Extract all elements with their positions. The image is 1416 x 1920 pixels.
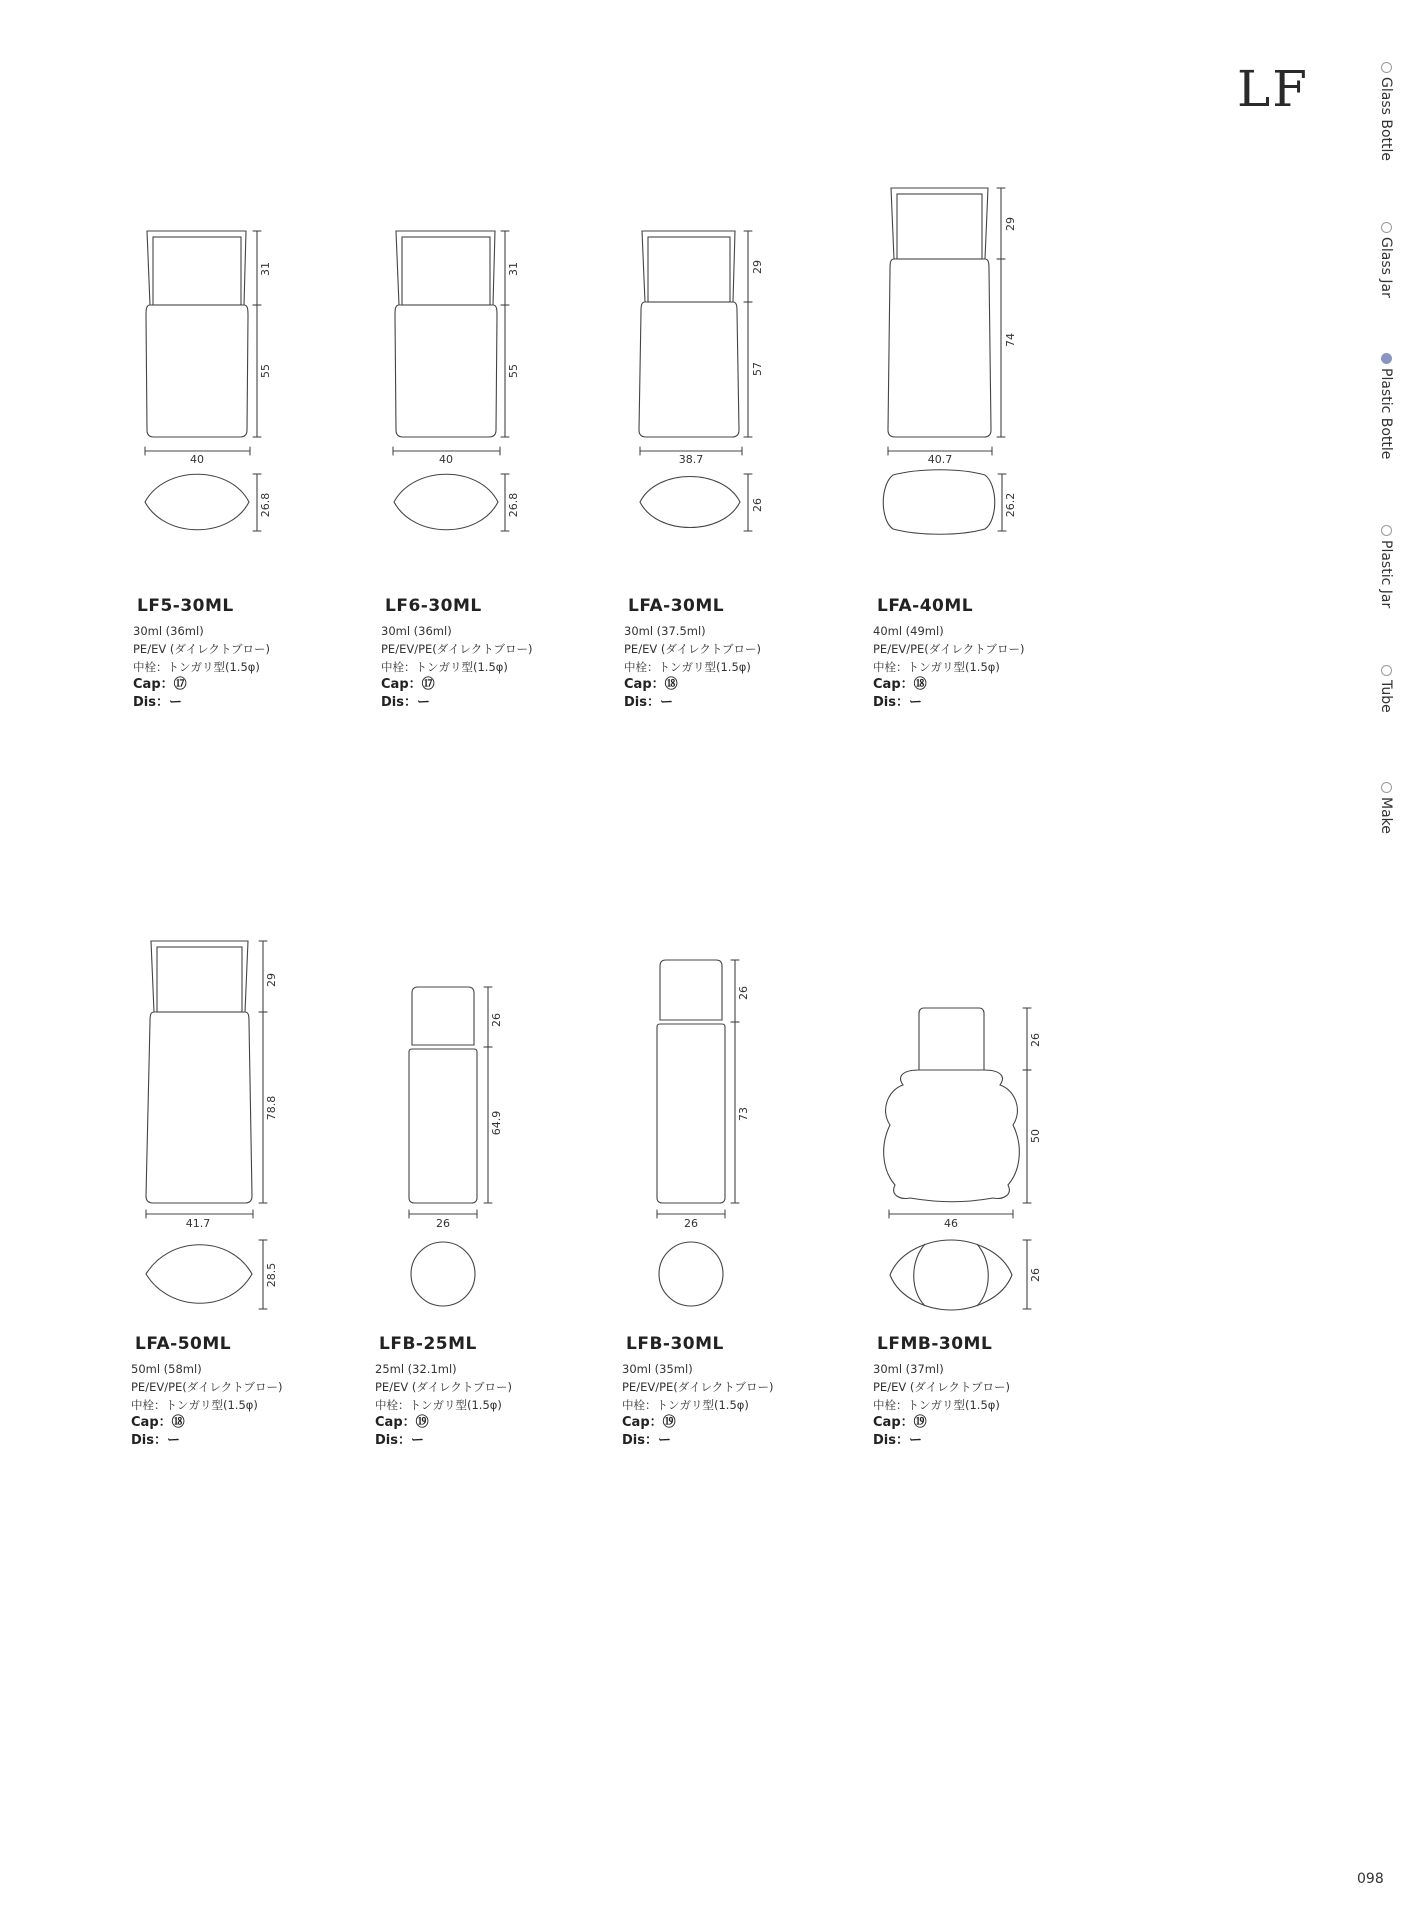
product-material: PE/EV (ダイレクトブロー) [624, 642, 762, 656]
product-plug: 中栓：トンガリ型(1.5φ) [873, 660, 1000, 674]
product-cap: Cap：⑰ [133, 677, 187, 692]
dim-cap-height: 29 [1004, 217, 1017, 231]
dim-depth: 26 [1029, 1268, 1042, 1282]
product-material: PE/EV/PE(ダイレクトブロー) [131, 1380, 283, 1394]
bottle-drawing-lfb-25ml [409, 987, 488, 1306]
product-cap: Cap：⑲ [622, 1415, 676, 1430]
product-material: PE/EV (ダイレクトブロー) [873, 1380, 1011, 1394]
sidebar-item-label: Tube [1378, 680, 1394, 713]
product-model: LF6-30ML [385, 596, 482, 616]
sidebar-item-label: Make [1378, 797, 1394, 834]
dim-cap-height: 26 [490, 1013, 503, 1027]
product-model: LFA-50ML [135, 1334, 232, 1354]
dim-body-height: 73 [737, 1107, 750, 1121]
product-cap: Cap：⑱ [131, 1415, 185, 1430]
product-plug: 中栓：トンガリ型(1.5φ) [873, 1398, 1000, 1412]
product-capacity: 30ml (35ml) [622, 1362, 693, 1376]
dim-cap-height: 31 [259, 262, 272, 276]
dim-width: 41.7 [185, 1217, 211, 1230]
product-spec-lfb-30ml [622, 1334, 832, 1450]
bottle-drawing-lfa-40ml [883, 188, 1002, 534]
product-capacity: 30ml (37.5ml) [624, 624, 706, 638]
product-capacity: 50ml (58ml) [131, 1362, 202, 1376]
dim-width: 40 [190, 453, 204, 466]
product-cap: Cap：⑱ [624, 677, 678, 692]
page-number: 098 [1357, 1871, 1384, 1887]
dim-cap-height: 29 [265, 973, 278, 987]
dim-width: 26 [436, 1217, 450, 1230]
product-dis: Dis：ー [873, 695, 922, 710]
product-plug: 中栓：トンガリ型(1.5φ) [624, 660, 751, 674]
product-cap: Cap：⑲ [375, 1415, 429, 1430]
dim-width: 40 [439, 453, 453, 466]
product-cap: Cap：⑲ [873, 1415, 927, 1430]
product-spec-lfa-40ml [873, 596, 1083, 712]
dim-cap-height: 26 [1029, 1033, 1042, 1047]
bottle-drawing-lfa-30ml [639, 231, 748, 531]
dim-width: 40.7 [927, 453, 953, 466]
product-material: PE/EV/PE(ダイレクトブロー) [622, 1380, 774, 1394]
product-dis: Dis：ー [133, 695, 182, 710]
dim-body-height: 55 [259, 364, 272, 378]
product-dis: Dis：ー [375, 1433, 424, 1448]
bottle-drawing-lf5-30ml [145, 231, 257, 531]
dim-depth: 28.5 [265, 1262, 278, 1288]
product-spec-lfb-25ml [375, 1334, 585, 1450]
product-material: PE/EV/PE(ダイレクトブロー) [381, 642, 533, 656]
bottle-drawing-lf6-30ml [393, 231, 505, 531]
product-plug: 中栓：トンガリ型(1.5φ) [131, 1398, 258, 1412]
product-model: LFMB-30ML [877, 1334, 993, 1354]
product-cap: Cap：⑰ [381, 677, 435, 692]
dim-body-height: 64.9 [490, 1110, 503, 1136]
product-model: LFA-40ML [877, 596, 974, 616]
product-spec-lf6-30ml [381, 596, 591, 712]
product-cap: Cap：⑱ [873, 677, 927, 692]
product-plug: 中栓：トンガリ型(1.5φ) [133, 660, 260, 674]
dim-depth: 26.8 [259, 492, 272, 518]
product-spec-lfa-30ml [624, 596, 834, 712]
product-capacity: 25ml (32.1ml) [375, 1362, 457, 1376]
bottle-drawing-lfmb-30ml [884, 1008, 1027, 1310]
bottle-drawing-lfb-30ml [657, 960, 735, 1306]
product-dis: Dis：ー [131, 1433, 180, 1448]
sidebar-item-label: Glass Bottle [1378, 77, 1394, 162]
dim-body-height: 57 [751, 362, 764, 376]
dim-depth: 26.2 [1004, 492, 1017, 518]
sidebar-item-label: Plastic Jar [1378, 540, 1394, 609]
product-capacity: 30ml (36ml) [381, 624, 452, 638]
product-plug: 中栓：トンガリ型(1.5φ) [375, 1398, 502, 1412]
product-model: LFA-30ML [628, 596, 725, 616]
product-material: PE/EV (ダイレクトブロー) [375, 1380, 513, 1394]
series-title: LF [1237, 60, 1309, 118]
product-spec-lf5-30ml [133, 596, 343, 712]
product-model: LFB-30ML [626, 1334, 724, 1354]
product-spec-lfmb-30ml [873, 1334, 1083, 1450]
product-material: PE/EV (ダイレクトブロー) [133, 642, 271, 656]
product-spec-lfa-50ml [131, 1334, 341, 1450]
dim-cap-height: 31 [507, 262, 520, 276]
sidebar-item-label: Glass Jar [1378, 237, 1394, 298]
product-capacity: 30ml (37ml) [873, 1362, 944, 1376]
bottle-drawing-lfa-50ml [146, 941, 263, 1309]
product-model: LFB-25ML [379, 1334, 477, 1354]
dim-body-height: 78.8 [265, 1095, 278, 1121]
product-material: PE/EV/PE(ダイレクトブロー) [873, 642, 1025, 656]
product-model: LF5-30ML [137, 596, 234, 616]
product-dis: Dis：ー [624, 695, 673, 710]
product-dis: Dis：ー [381, 695, 430, 710]
dim-depth: 26 [751, 498, 764, 512]
dim-width: 26 [684, 1217, 698, 1230]
dim-depth: 26.8 [507, 492, 520, 518]
product-plug: 中栓：トンガリ型(1.5φ) [381, 660, 508, 674]
dim-body-height: 55 [507, 364, 520, 378]
dim-cap-height: 29 [751, 260, 764, 274]
dim-cap-height: 26 [737, 986, 750, 1000]
dim-body-height: 50 [1029, 1129, 1042, 1143]
product-capacity: 40ml (49ml) [873, 624, 944, 638]
sidebar-item-label: Plastic Bottle [1378, 368, 1394, 460]
product-dis: Dis：ー [622, 1433, 671, 1448]
dim-width: 38.7 [678, 453, 704, 466]
dim-width: 46 [944, 1217, 958, 1230]
product-capacity: 30ml (36ml) [133, 624, 204, 638]
product-dis: Dis：ー [873, 1433, 922, 1448]
product-plug: 中栓：トンガリ型(1.5φ) [622, 1398, 749, 1412]
dim-body-height: 74 [1004, 333, 1017, 347]
